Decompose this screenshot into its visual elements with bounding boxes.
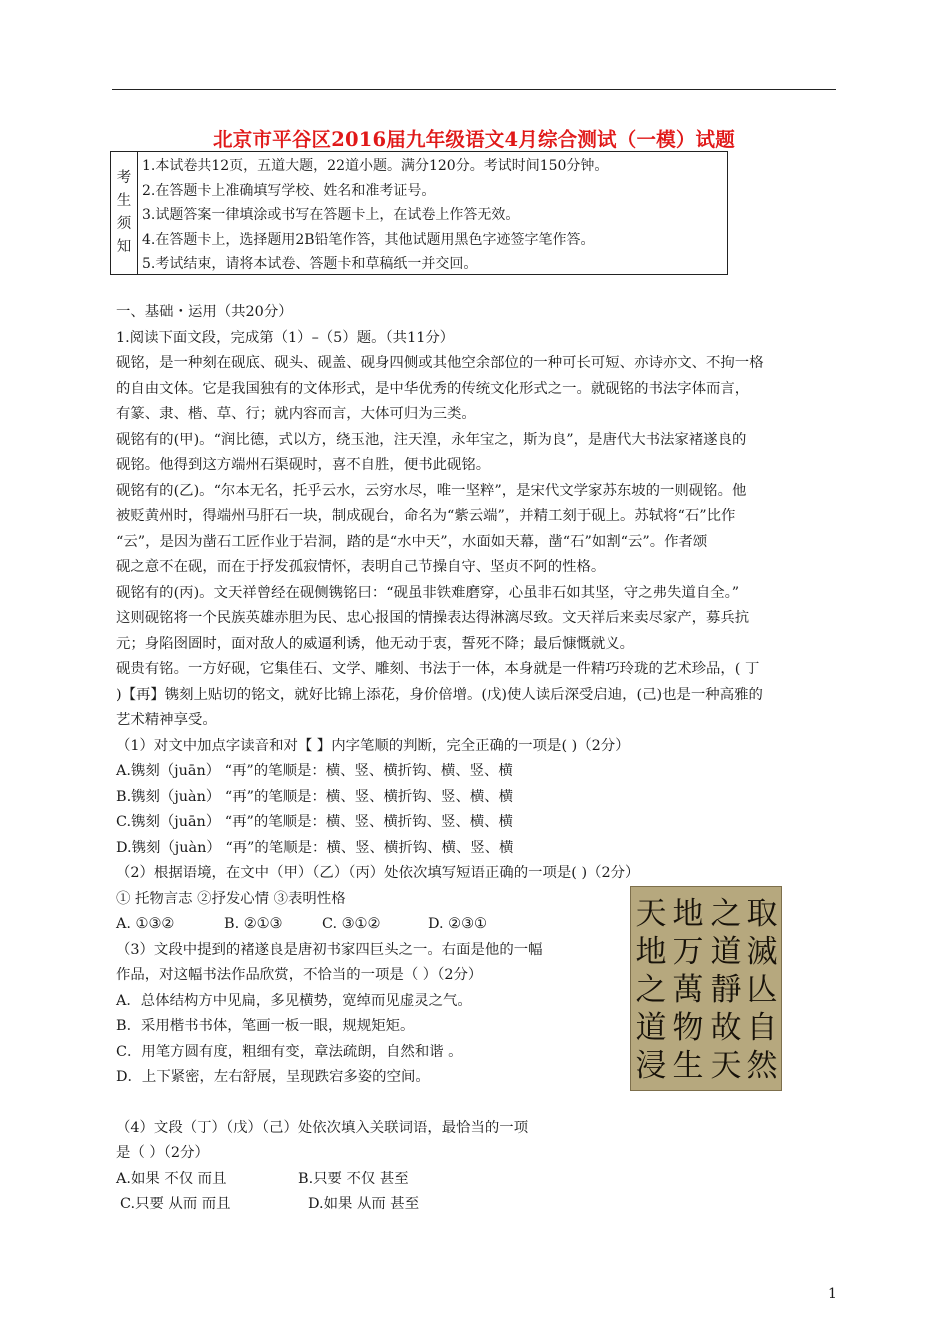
- passage-line: 砚铭。他得到这方端州石渠砚时，喜不自胜，便书此砚铭。: [116, 457, 491, 473]
- answer-option: A.如果 不仅 而且: [116, 1170, 227, 1187]
- answer-option: C．用笔方圆有度，粗细有变，章法疏朗，自然和谐 。: [116, 1043, 463, 1060]
- calligraphy-column: 天地之道浸: [635, 896, 667, 1084]
- calligraphy-column: 地万萬物生: [672, 896, 704, 1084]
- passage-line: 有篆、隶、楷、草、行；就内容而言，大体可归为三类。: [116, 406, 476, 422]
- sub-question-3-stem: 作品，对这幅书法作品欣赏，不恰当的一项是（ ）（2分）: [116, 967, 483, 983]
- notice-item: 3.试题答案一律填涂或书写在答题卡上，在试卷上作答无效。: [142, 207, 520, 223]
- passage-line: 这则砚铭将一个民族英雄赤胆为民、忠心报国的情操表达得淋漓尽致。文天祥后来卖尽家产，募兵抗: [116, 610, 750, 626]
- sub-question-4-stem: （4）文段（丁）（戊）（己）处依次填入关联词语，最恰当的一项: [116, 1119, 529, 1136]
- phrase-choices: ① 托物言志 ②抒发心情 ③表明性格: [116, 890, 346, 907]
- notice-heading-char: 考: [116, 170, 132, 186]
- answer-option: C.镌刻（juān） “再”的笔顺是：横、竖、横折钩、竖、横、横: [116, 814, 513, 830]
- question-1-intro: 1.阅读下面文段，完成第（1）–（5）题。（共11分）: [116, 329, 455, 346]
- page-number: 1: [828, 1286, 837, 1302]
- answer-option: B．采用楷书书体，笔画一板一眼，规规矩矩。: [116, 1018, 415, 1034]
- passage-line: 艺术精神享受。: [116, 712, 217, 728]
- calligraphy-column: 取滅亾自然: [746, 896, 778, 1084]
- sub-question-2-stem: （2）根据语境，在文中（甲）（乙）（丙）处依次填写短语正确的一项是( )（2分）: [116, 865, 640, 881]
- sub-question-1-stem: （1）对文中加点字读音和对【 】内字笔顺的判断，完全正确的一项是( )（2分）: [116, 737, 630, 754]
- answer-option: A. ①③②: [116, 916, 175, 932]
- answer-option: D.镌刻（juàn） “再”的笔顺是：横、竖、横折钩、横、竖、横: [116, 839, 514, 856]
- notice-item: 2.在答题卡上准确填写学校、姓名和准考证号。: [142, 182, 436, 199]
- notice-list: [138, 152, 727, 274]
- notice-heading: [111, 152, 138, 274]
- answer-option: D.如果 从而 甚至: [308, 1196, 420, 1212]
- notice-item: 4.在答题卡上，选择题用2B铅笔作答，其他试题用黑色字迹签字笔作答。: [142, 231, 595, 248]
- page-title: 北京市平谷区2016届九年级语文4月综合测试（一模）试题: [213, 128, 735, 151]
- passage-line: “云”，是因为凿石工匠作业于岩洞，踏的是“水中天”，水面如天幕，凿“石”如割“云”。作者颂: [116, 533, 708, 550]
- notice-item: 1.本试卷共12页，五道大题，22道小题。满分120分。考试时间150分钟。: [142, 158, 609, 174]
- passage-line: 砚铭，是一种刻在砚底、砚头、砚盖、砚身四侧或其他空余部位的一种可长可短、亦诗亦文、不拘一格: [116, 355, 764, 371]
- answer-option: B.镌刻（juàn） “再”的笔顺是：横、竖、横折钩、竖、横、横: [116, 788, 514, 805]
- answer-option: B. ②①③: [224, 916, 283, 932]
- answer-option: D. ②③①: [428, 916, 487, 932]
- notice-heading-char: 须: [116, 216, 132, 232]
- passage-line: 砚铭有的(丙)。文天祥曾经在砚侧镌铭曰：“砚虽非铁难磨穿，心虽非石如其坚，守之弗失道自全。”: [116, 584, 740, 601]
- notice-heading-char: 生: [116, 193, 132, 209]
- answer-option: B.只要 不仅 甚至: [298, 1170, 409, 1187]
- answer-option: D．上下紧密，左右舒展，呈现跌宕多姿的空间。: [116, 1069, 430, 1085]
- blank-line: [116, 1091, 840, 1116]
- answer-option: A．总体结构方中见扁，多见横势，宽绰而见虚灵之气。: [116, 992, 472, 1009]
- calligraphy-image: [630, 886, 782, 1091]
- passage-line: 砚铭有的(乙)。“尔本无名，托乎云水，云穷水尽，唯一坚粹”，是宋代文学家苏东坡的一则砚铭。他: [116, 482, 747, 499]
- passage-line: 的自由文体。它是我国独有的文体形式，是中华优秀的传统文化形式之一。就砚铭的书法字体而言，: [116, 380, 750, 397]
- notice-box: [110, 151, 728, 275]
- passage-line: 砚铭有的(甲)。“润比德，式以方，绕玉池，注天湟，永年宝之，斯为良”，是唐代大书法家褚遂良的: [116, 431, 747, 448]
- notice-heading-char: 知: [116, 239, 132, 255]
- answer-options-row: [116, 1167, 840, 1193]
- notice-item: 5.考试结束，请将本试卷、答题卡和草稿纸一并交回。: [142, 256, 478, 272]
- answer-option: C.只要 从而 而且: [120, 1196, 231, 1212]
- calligraphy-column: 之道靜故天: [710, 896, 742, 1084]
- passage-line: )【再】镌刻上贴切的铭文，就好比锦上添花，身价倍增。(戊)使人读后深受启迪，(己)也是一种高雅的: [116, 686, 763, 703]
- section-heading: 一、基础・运用（共20分）: [116, 304, 293, 320]
- passage-line: 砚贵有铭。一方好砚，它集佳石、文学、雕刻、书法于一体，本身就是一件精巧玲珑的艺术珍品，( 丁: [116, 661, 760, 677]
- sub-question-4-stem: 是（ ）（2分）: [116, 1145, 209, 1161]
- passage-line: 元；身陷囹圄时，面对敌人的威逼利诱，他无动于衷，誓死不降；最后慷慨就义。: [116, 635, 635, 652]
- calligraphy-artwork: [630, 886, 782, 1091]
- answer-options-row: [116, 1192, 840, 1218]
- header-rule: [112, 89, 836, 90]
- answer-option: A.镌刻（juān） “再”的笔顺是：横、竖、横折钩、横、竖、横: [116, 763, 513, 779]
- answer-option: C. ③①②: [322, 916, 381, 932]
- sub-question-3-stem: （3）文段中提到的褚遂良是唐初书家四巨头之一。右面是他的一幅: [116, 941, 543, 958]
- passage-line: 被贬黄州时，得端州马肝石一块，制成砚台，命名为“紫云端”，并精工刻于砚上。苏轼将“石”比作: [116, 508, 736, 524]
- passage-line: 砚之意不在砚，而在于抒发孤寂情怀，表明自己节操自守、坚贞不阿的性格。: [116, 559, 606, 575]
